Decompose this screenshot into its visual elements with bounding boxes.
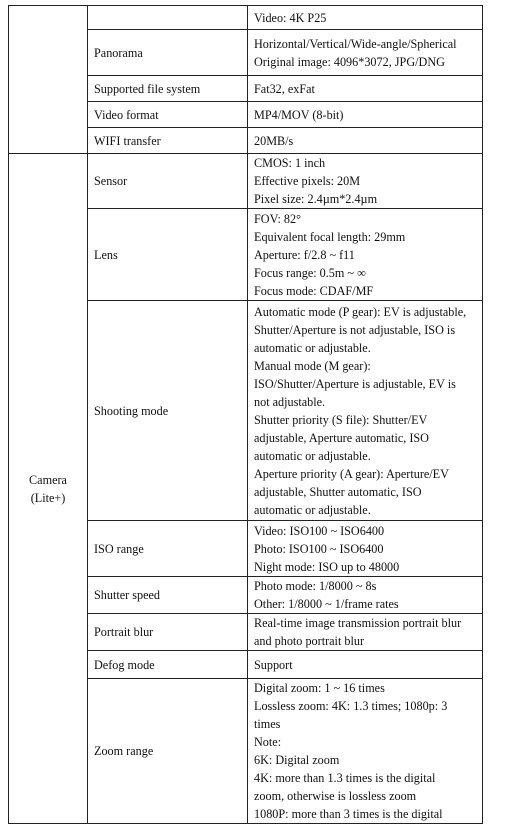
spec-label: WIFI transfer	[88, 128, 248, 154]
spec-value-line: Support	[254, 657, 293, 672]
spec-value-line: Lossless zoom: 4K: 1.3 times; 1080p: 3	[254, 699, 448, 713]
spec-value-line: automatic or adjustable.	[254, 340, 371, 355]
spec-table	[8, 5, 483, 824]
spec-value-line: Fat32, exFat	[254, 81, 315, 96]
spec-label: Defog mode	[88, 651, 248, 679]
spec-value-line: Focus range: 0.5m ~ ∞	[254, 265, 366, 280]
spec-label: Lens	[88, 209, 248, 301]
spec-value-line: 1080P: more than 3 times is the digital	[254, 807, 443, 821]
spec-value-line: zoom, otherwise is lossless zoom	[254, 789, 417, 803]
spec-value-line: Other: 1/8000 ~ 1/frame rates	[254, 597, 399, 611]
spec-value-line: MP4/MOV (8-bit)	[254, 107, 344, 122]
spec-value	[248, 614, 483, 651]
spec-value-line: Digital zoom: 1 ~ 16 times	[254, 681, 385, 695]
spec-value	[248, 154, 483, 209]
spec-value-line: Effective pixels: 20M	[254, 174, 361, 188]
spec-row	[9, 6, 483, 30]
spec-value	[248, 301, 483, 521]
spec-label: Sensor	[88, 154, 248, 209]
spec-value-line: automatic or adjustable.	[254, 502, 371, 517]
spec-value-line: FOV: 82°	[254, 211, 301, 226]
spec-value	[248, 679, 483, 824]
spec-label: Shooting mode	[88, 301, 248, 521]
spec-value-line: Aperture: f/2.8 ~ f11	[254, 247, 355, 262]
spec-value-line: Pixel size: 2.4µm*2.4µm	[254, 192, 378, 206]
spec-value-line: Night mode: ISO up to 48000	[254, 559, 400, 574]
spec-value-line: Automatic mode (P gear): EV is adjustable,	[254, 304, 467, 319]
spec-label	[88, 6, 248, 30]
spec-value-line: ISO/Shutter/Aperture is adjustable, EV is	[254, 376, 456, 391]
spec-value-line: times	[254, 717, 281, 731]
spec-row	[9, 154, 483, 209]
spec-value-line: and photo portrait blur	[254, 634, 365, 648]
spec-value-line: Horizontal/Vertical/Wide-angle/Spherical	[254, 36, 457, 51]
spec-value-line: 6K: Digital zoom	[254, 753, 340, 767]
spec-value-line: automatic or adjustable.	[254, 448, 371, 463]
spec-value-line: Photo: ISO100 ~ ISO6400	[254, 541, 384, 556]
spec-value-line: 4K: more than 1.3 times is the digital	[254, 771, 436, 785]
category-cell-previous	[9, 6, 88, 154]
spec-value-line: Video: 4K P25	[254, 10, 327, 25]
spec-value-line: Original image: 4096*3072, JPG/DNG	[254, 54, 445, 69]
spec-label: Portrait blur	[88, 614, 248, 651]
spec-value-line: CMOS: 1 inch	[254, 156, 326, 170]
spec-label: Panorama	[88, 30, 248, 76]
spec-value-line: Note:	[254, 735, 282, 749]
spec-value-line: Video: ISO100 ~ ISO6400	[254, 523, 385, 538]
spec-label: ISO range	[88, 521, 248, 577]
spec-value	[248, 6, 483, 30]
spec-value-line: Shutter/Aperture is not adjustable, ISO is	[254, 322, 456, 337]
spec-value-line: Focus mode: CDAF/MF	[254, 283, 374, 298]
spec-value	[248, 76, 483, 102]
spec-value-line: Shutter priority (S file): Shutter/EV	[254, 412, 428, 427]
spec-value	[248, 102, 483, 128]
spec-value-line: Aperture priority (A gear): Aperture/EV	[254, 466, 449, 481]
spec-value-line: adjustable, Aperture automatic, ISO	[254, 430, 429, 445]
category-title: Camera	[29, 472, 67, 487]
spec-value-line: Real-time image transmission portrait blur	[254, 616, 462, 630]
category-cell-camera	[9, 154, 88, 824]
spec-label: Supported file system	[88, 76, 248, 102]
spec-label: Zoom range	[88, 679, 248, 824]
category-subtitle: (Lite+)	[30, 490, 66, 505]
spec-value	[248, 651, 483, 679]
spec-value-line: Equivalent focal length: 29mm	[254, 229, 406, 244]
spec-value-line: not adjustable.	[254, 394, 326, 409]
spec-value-line: 20MB/s	[254, 133, 294, 148]
spec-value	[248, 30, 483, 76]
spec-value-line: Manual mode (M gear):	[254, 358, 371, 373]
spec-value-line: adjustable, Shutter automatic, ISO	[254, 484, 422, 499]
spec-value	[248, 128, 483, 154]
spec-label: Video format	[88, 102, 248, 128]
spec-label: Shutter speed	[88, 577, 248, 614]
spec-value	[248, 521, 483, 577]
spec-value	[248, 209, 483, 301]
spec-value-line: Photo mode: 1/8000 ~ 8s	[254, 579, 377, 593]
spec-value	[248, 577, 483, 614]
spec-table-body	[9, 6, 483, 824]
